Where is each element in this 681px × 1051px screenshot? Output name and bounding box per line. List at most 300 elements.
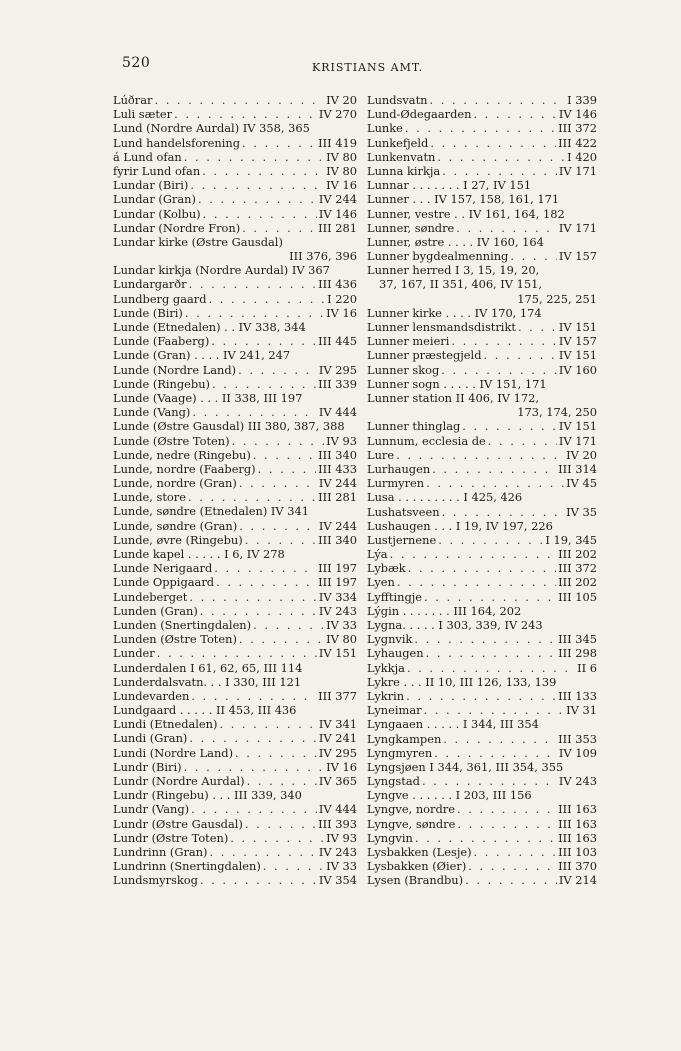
index-entry — [367, 575, 597, 589]
dot-leader — [415, 831, 556, 845]
index-term: Lund handelsforening — [113, 135, 240, 150]
index-reference: III 445 — [318, 334, 357, 349]
dot-leader — [434, 746, 557, 760]
index-entry — [367, 632, 597, 646]
index-term: Lunde (Etnedalen) . . IV 338, 344 — [113, 320, 306, 335]
index-term: Lunde, store — [113, 490, 186, 505]
dot-leader — [202, 164, 324, 178]
index-term: Lúðrar — [113, 93, 153, 107]
index-entry — [113, 207, 357, 221]
index-entry — [367, 462, 597, 476]
index-reference: III 197 — [318, 561, 357, 576]
index-reference: IV 341 — [318, 717, 357, 732]
index-reference: III 105 — [558, 589, 597, 604]
index-term: Lundargarðr — [113, 277, 187, 292]
index-entry — [367, 434, 597, 448]
index-reference: III 281 — [318, 490, 357, 505]
index-entry — [113, 164, 357, 178]
dot-leader — [424, 703, 565, 717]
index-term: Lunden (Gran) — [113, 603, 198, 618]
index-term: Lunner bygdealmenning — [367, 249, 509, 264]
index-term: Lushaugen . . . I 19, IV 197, 226 — [367, 518, 553, 533]
index-entry — [367, 221, 597, 235]
index-entry — [113, 575, 357, 589]
dot-leader — [192, 405, 317, 419]
index-reference: III 353 — [558, 731, 597, 746]
dot-leader — [414, 632, 556, 646]
index-entry — [367, 618, 597, 632]
index-reference: III 163 — [558, 802, 597, 817]
index-entry — [113, 334, 357, 348]
index-term: Lunderdalen I 61, 62, 65, III 114 — [113, 660, 303, 675]
dot-leader — [510, 249, 557, 263]
dot-leader — [441, 363, 557, 377]
index-term: Lunner skog — [367, 362, 440, 377]
index-reference: III 372 — [558, 561, 597, 576]
index-term: Lunnar . . . . . . . I 27, IV 151 — [367, 178, 532, 193]
index-reference: IV 244 — [318, 192, 357, 207]
index-reference: III 314 — [558, 461, 597, 476]
dot-leader — [189, 277, 317, 291]
index-reference: IV 93 — [326, 830, 357, 845]
index-term: Lunke — [367, 121, 403, 136]
index-reference: I 420 — [567, 149, 597, 164]
dot-leader — [518, 320, 557, 334]
index-term: Lunderdalsvatn. . . I 330, III 121 — [113, 674, 302, 689]
index-term: Lygna. . . . . I 303, 339, IV 243 — [367, 618, 543, 633]
dot-leader — [239, 476, 317, 490]
index-term: Lundr (Vang) — [113, 802, 190, 817]
dot-leader — [157, 646, 317, 660]
index-reference: III 163 — [558, 816, 597, 831]
index-entry — [367, 831, 597, 845]
index-term: Lundar (Nordre Fron) — [113, 220, 241, 235]
index-entry — [113, 107, 357, 121]
index-entry — [113, 363, 357, 377]
index-reference: I 339 — [567, 93, 597, 107]
index-entry — [367, 93, 597, 107]
index-term: Lunkenvatn — [367, 149, 436, 164]
index-reference: IV 295 — [318, 362, 357, 377]
index-reference: IV 171 — [558, 163, 597, 178]
index-entry — [367, 661, 597, 675]
index-entry — [113, 221, 357, 235]
dot-leader — [465, 873, 557, 887]
index-term: Lykkja — [367, 660, 405, 675]
index-term: Lyngstad — [367, 774, 420, 789]
index-term: Lundar (Biri) — [113, 178, 189, 193]
index-entry — [113, 632, 357, 646]
dot-leader — [198, 192, 317, 206]
index-entry — [113, 859, 357, 873]
dot-leader — [245, 817, 316, 831]
dot-leader — [190, 178, 324, 192]
index-term: Lunner, søndre — [367, 220, 455, 235]
index-term: Lygnvik — [367, 632, 413, 647]
index-entry — [113, 192, 357, 206]
index-reference: III 345 — [558, 632, 597, 647]
index-term: Lushatsveen — [367, 504, 440, 519]
dot-leader — [184, 760, 325, 774]
index-term: Lundi (Gran) — [113, 731, 188, 746]
index-term: Lykrin — [367, 688, 405, 703]
index-term: Lunner præstegjeld — [367, 348, 482, 363]
index-column-left — [113, 93, 357, 888]
index-term: Lýgin . . . . . . . III 164, 202 — [367, 603, 522, 618]
index-reference: IV 270 — [318, 107, 357, 122]
index-entry — [367, 121, 597, 135]
index-entry — [367, 788, 597, 802]
index-reference: IV 365 — [318, 774, 357, 789]
dot-leader — [437, 150, 565, 164]
index-entry — [113, 774, 357, 788]
dot-leader — [397, 575, 556, 589]
dot-leader — [406, 689, 556, 703]
index-reference: IV 20 — [326, 93, 357, 107]
index-entry — [367, 192, 597, 206]
index-entry — [113, 831, 357, 845]
index-term: Lunde (Gran) . . . . IV 241, 247 — [113, 348, 291, 363]
index-entry — [367, 732, 597, 746]
index-reference: IV 243 — [318, 844, 357, 859]
index-term: Luli sæter — [113, 107, 173, 122]
dot-leader — [424, 590, 556, 604]
dot-leader — [154, 93, 324, 107]
dot-leader — [232, 434, 325, 448]
index-entry — [113, 661, 357, 675]
index-entry — [113, 533, 357, 547]
index-entry — [113, 788, 357, 802]
index-entry — [367, 561, 597, 575]
index-entry — [113, 136, 357, 150]
dot-leader — [239, 632, 324, 646]
dot-leader — [174, 107, 317, 121]
dot-leader — [214, 561, 316, 575]
index-reference: IV 80 — [326, 632, 357, 647]
index-term: Lyngve, nordre — [367, 802, 455, 817]
index-term: Lunde (Vang) — [113, 405, 191, 420]
index-reference: IV 151 — [318, 646, 357, 661]
index-reference: III 133 — [558, 688, 597, 703]
index-entry — [367, 334, 597, 348]
index-term: Lundberg gaard — [113, 291, 207, 306]
dot-leader — [408, 561, 556, 575]
index-term: Lundevarden — [113, 688, 190, 703]
index-entry — [367, 873, 597, 887]
index-term: Lund (Nordre Aurdal) IV 358, 365 — [113, 121, 310, 136]
index-term: Lundsvatn — [367, 93, 428, 107]
dot-leader — [235, 746, 317, 760]
index-term: Lyen — [367, 575, 395, 590]
index-reference: IV 157 — [558, 249, 597, 264]
index-term: Lyhaugen — [367, 646, 424, 661]
dot-leader — [426, 646, 556, 660]
index-entry — [113, 292, 357, 306]
dot-leader — [242, 136, 316, 150]
index-reference: III 370 — [558, 859, 597, 874]
dot-leader — [216, 575, 316, 589]
index-term: Lundar kirkja (Nordre Aurdal) IV 367 — [113, 263, 330, 278]
index-entry — [113, 178, 357, 192]
dot-leader — [430, 93, 566, 107]
dot-leader — [451, 334, 557, 348]
index-entry — [113, 731, 357, 745]
index-term: Lundi (Nordre Land) — [113, 745, 234, 760]
index-entry — [113, 561, 357, 575]
dot-leader — [468, 859, 556, 873]
index-term: Lundgaard . . . . . II 453, III 436 — [113, 703, 297, 718]
index-continuation: 37, 167, II 351, 406, IV 151, — [379, 277, 543, 292]
index-term: Lunner . . . IV 157, 158, 161, 171 — [367, 192, 560, 207]
index-entry — [113, 675, 357, 689]
index-reference: IV 16 — [326, 305, 357, 320]
index-term: Lunner thinglag — [367, 419, 461, 434]
dot-leader — [209, 292, 326, 306]
index-entry — [367, 845, 597, 859]
index-term: Lunde (Østre Gausdal) III 380, 387, 388 — [113, 419, 345, 434]
index-term: Lyngvin — [367, 830, 413, 845]
index-reference: IV 146 — [558, 107, 597, 122]
index-entry — [367, 448, 597, 462]
index-entry — [367, 760, 597, 774]
index-term: Lunde (Vaage) . . . II 338, III 197 — [113, 390, 303, 405]
index-entry — [367, 136, 597, 150]
dot-leader — [211, 334, 316, 348]
index-reference: IV 244 — [318, 518, 357, 533]
dot-leader — [405, 121, 556, 135]
index-entry — [113, 703, 357, 717]
index-entry — [113, 306, 357, 320]
dot-leader — [219, 717, 316, 731]
index-term: Lykre . . . II 10, III 126, 133, 139 — [367, 674, 557, 689]
index-entry — [367, 476, 597, 490]
index-reference: III 197 — [318, 575, 357, 590]
index-term: Lundrinn (Gran) — [113, 844, 208, 859]
index-continuation: 173, 174, 250 — [517, 405, 597, 420]
index-reference: III 339 — [318, 376, 357, 391]
index-term: Lunde (Østre Toten) — [113, 433, 230, 448]
index-entry — [367, 306, 597, 320]
index-reference: III 433 — [318, 461, 357, 476]
index-reference: IV 157 — [558, 334, 597, 349]
index-reference: I 220 — [327, 291, 357, 306]
index-reference: IV 33 — [326, 859, 357, 874]
index-entry — [367, 519, 597, 533]
index-term: Lunner lensmandsdistrikt — [367, 320, 516, 335]
index-term: Lundr (Østre Toten) — [113, 830, 229, 845]
index-entry — [367, 207, 597, 221]
index-term: fyrir Lund ofan — [113, 163, 201, 178]
index-entry — [113, 462, 357, 476]
dot-leader — [390, 547, 557, 561]
dot-leader — [484, 348, 557, 362]
index-reference: IV 45 — [566, 476, 597, 491]
index-term: Lunde, nordre (Gran) — [113, 476, 237, 491]
index-reference: IV 171 — [558, 433, 597, 448]
index-entry — [367, 164, 597, 178]
index-term: Lunde, nedre (Ringebu) — [113, 447, 251, 462]
index-reference: IV 80 — [326, 149, 357, 164]
index-continuation: 175, 225, 251 — [517, 291, 597, 306]
index-term: Lunner meieri — [367, 334, 450, 349]
index-reference: IV 20 — [566, 447, 597, 462]
running-title: KRISTIANS AMT. — [312, 61, 424, 74]
index-reference: IV 160 — [558, 362, 597, 377]
index-entry — [113, 717, 357, 731]
index-reference: IV 16 — [326, 759, 357, 774]
index-entry — [367, 150, 597, 164]
index-continuation: III 376, 396 — [289, 249, 357, 264]
index-entry — [113, 476, 357, 490]
index-entry — [113, 817, 357, 831]
dot-leader — [191, 802, 317, 816]
index-term: Lundrinn (Snertingdalen) — [113, 859, 261, 874]
index-entry — [113, 519, 357, 533]
index-reference: IV 33 — [326, 617, 357, 632]
index-reference: III 340 — [318, 532, 357, 547]
index-reference: IV 35 — [566, 504, 597, 519]
index-term: Lunner herred I 3, 15, 19, 20, — [367, 263, 540, 278]
index-term: Lundr (Østre Gausdal) — [113, 816, 243, 831]
index-entry — [367, 107, 597, 121]
index-term: á Lund ofan — [113, 149, 182, 164]
index-term: Lýa — [367, 547, 388, 562]
index-entry — [113, 845, 357, 859]
index-term: Lunner sogn . . . . . IV 151, 171 — [367, 376, 547, 391]
index-term: Lundar (Kolbu) — [113, 206, 201, 221]
index-term: Lyngsjøen I 344, 361, III 354, 355 — [367, 759, 564, 774]
index-term: Lusa . . . . . . . . . I 425, 426 — [367, 490, 523, 505]
index-term: Lunde, øvre (Ringebu) — [113, 532, 243, 547]
index-term: Lundr (Biri) — [113, 759, 182, 774]
dot-leader — [200, 873, 317, 887]
index-entry — [113, 93, 357, 107]
index-term: Lundr (Ringebu) . . . III 339, 340 — [113, 788, 302, 803]
index-reference: III 393 — [318, 816, 357, 831]
index-entry — [113, 419, 357, 433]
index-reference: II 6 — [577, 660, 597, 675]
index-entry — [113, 618, 357, 632]
index-term: Lunde, søndre (Gran) — [113, 518, 238, 533]
index-entry — [113, 348, 357, 362]
index-reference: IV 171 — [558, 220, 597, 235]
index-reference: IV 151 — [558, 320, 597, 335]
dot-leader — [443, 732, 556, 746]
index-term: Lysbakken (Øier) — [367, 859, 467, 874]
dot-leader — [200, 604, 317, 618]
index-term: Lunden (Snertingdalen) — [113, 617, 252, 632]
index-column-right — [367, 93, 597, 888]
index-term: Lunnum, ecclesia de — [367, 433, 486, 448]
index-entry — [367, 263, 597, 306]
dot-leader — [442, 505, 565, 519]
index-entry — [367, 703, 597, 717]
index-entry — [113, 760, 357, 774]
index-entry — [113, 121, 357, 135]
index-reference: IV 243 — [318, 603, 357, 618]
index-term: Lunde (Faaberg) — [113, 334, 210, 349]
index-term: Lysen (Brandbu) — [367, 873, 464, 888]
index-term: Lyngve . . . . . . I 203, III 156 — [367, 788, 532, 803]
dot-leader — [189, 590, 317, 604]
index-entry — [367, 774, 597, 788]
index-entry — [367, 363, 597, 377]
index-reference: IV 334 — [318, 589, 357, 604]
dot-leader — [212, 377, 316, 391]
index-reference: IV 244 — [318, 476, 357, 491]
index-entry — [113, 277, 357, 291]
index-entry — [367, 377, 597, 391]
dot-leader — [474, 845, 557, 859]
index-entry — [113, 235, 357, 263]
index-reference: III 202 — [558, 575, 597, 590]
dot-leader — [258, 462, 317, 476]
index-entry — [367, 490, 597, 504]
dot-leader — [209, 845, 316, 859]
index-entry — [367, 533, 597, 547]
dot-leader — [422, 774, 557, 788]
index-term: Lunder — [113, 646, 155, 661]
index-entry — [113, 547, 357, 561]
index-term: Lunkefjeld — [367, 135, 429, 150]
dot-leader — [191, 689, 316, 703]
index-entry — [113, 434, 357, 448]
index-entry — [367, 802, 597, 816]
dot-leader — [188, 490, 316, 504]
index-entry — [367, 604, 597, 618]
index-reference: III 281 — [318, 220, 357, 235]
index-term: Lyfftingje — [367, 589, 423, 604]
dot-leader — [189, 731, 317, 745]
index-reference: III 202 — [558, 547, 597, 562]
index-term: Lyngmyren — [367, 745, 433, 760]
index-reference: IV 444 — [318, 802, 357, 817]
index-term: Lundi (Etnedalen) — [113, 717, 218, 732]
index-entry — [367, 646, 597, 660]
index-entry — [113, 448, 357, 462]
index-term: Lundar kirke (Østre Gausdal) — [113, 234, 283, 249]
dot-leader — [245, 533, 316, 547]
dot-leader — [438, 533, 543, 547]
index-entry — [113, 490, 357, 504]
index-reference: III 419 — [318, 135, 357, 150]
index-entry — [113, 746, 357, 760]
index-entry — [367, 859, 597, 873]
dot-leader — [185, 306, 324, 320]
index-term: Lunde, nordre (Faaberg) — [113, 461, 256, 476]
index-entry — [113, 377, 357, 391]
dot-leader — [253, 448, 316, 462]
index-term: Lunner, østre . . . . IV 160, 164 — [367, 234, 544, 249]
dot-leader — [253, 618, 324, 632]
index-reference: III 163 — [558, 830, 597, 845]
dot-leader — [426, 476, 564, 490]
index-entry — [367, 717, 597, 731]
dot-leader — [442, 164, 557, 178]
dot-leader — [396, 448, 564, 462]
index-entry — [367, 689, 597, 703]
index-term: Lunna kirkja — [367, 163, 441, 178]
index-reference: IV 241 — [318, 731, 357, 746]
index-reference: III 422 — [558, 135, 597, 150]
index-reference: III 103 — [558, 845, 597, 860]
index-term: Lysbakken (Lesje) — [367, 845, 472, 860]
index-reference: IV 243 — [558, 774, 597, 789]
index-term: Lunden (Østre Toten) — [113, 632, 237, 647]
index-entry — [113, 604, 357, 618]
index-reference: I 19, 345 — [545, 532, 597, 547]
index-entry — [367, 348, 597, 362]
